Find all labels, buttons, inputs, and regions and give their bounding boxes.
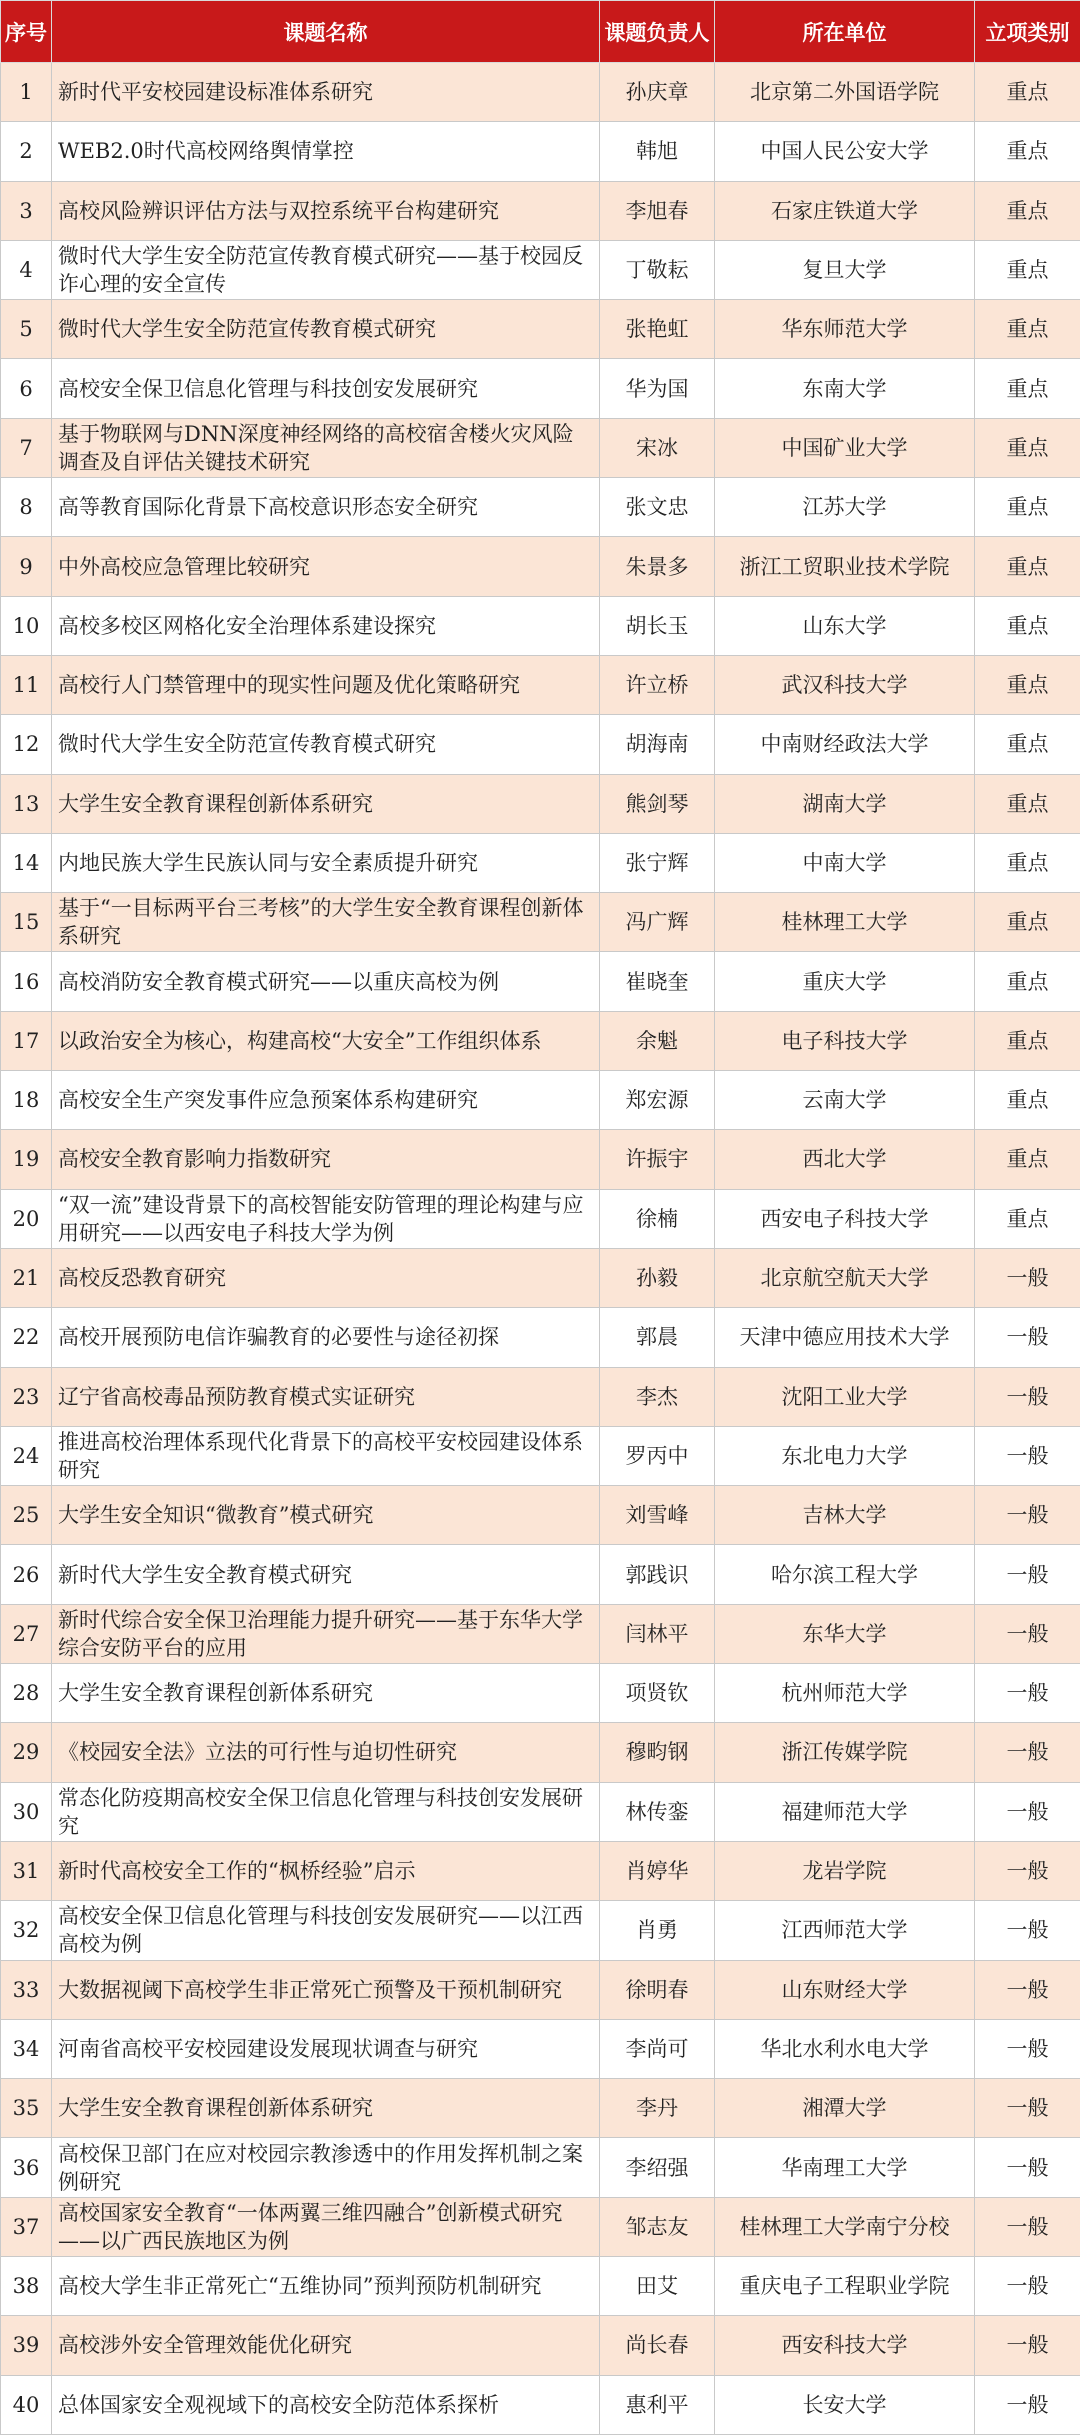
table-row [1,2197,1080,2256]
project-leader: 李杰 [600,1367,715,1426]
table-row [1,1664,1080,1723]
project-leader: 徐楠 [600,1189,715,1248]
project-leader: 张文忠 [600,478,715,537]
project-category: 一般 [975,2375,1080,2434]
table-row [1,2256,1080,2315]
row-number: 24 [1,1426,52,1485]
project-title: 高校反恐教育研究 [52,1248,600,1307]
project-title: “双一流”建设背景下的高校智能安防管理的理论构建与应用研究——以西安电子科技大学为例 [52,1189,600,1248]
project-unit: 吉林大学 [715,1486,975,1545]
table-row [1,1901,1080,1960]
table-row [1,952,1080,1011]
project-leader: 穆畇钢 [600,1723,715,1782]
project-unit: 杭州师范大学 [715,1664,975,1723]
project-title: 大学生安全教育课程创新体系研究 [52,1664,600,1723]
project-category: 一般 [975,1841,1080,1900]
project-category: 重点 [975,1189,1080,1248]
project-title: 辽宁省高校毒品预防教育模式实证研究 [52,1367,600,1426]
row-number: 40 [1,2375,52,2434]
project-category: 重点 [975,1071,1080,1130]
project-unit: 华东师范大学 [715,300,975,359]
project-title: 基于物联网与DNN深度神经网络的高校宿舍楼火灾风险调查及自评估关键技术研究 [52,418,600,477]
project-leader: 项贤钦 [600,1664,715,1723]
row-number: 21 [1,1248,52,1307]
project-unit: 天津中德应用技术大学 [715,1308,975,1367]
project-unit: 中南财经政法大学 [715,715,975,774]
project-title: 以政治安全为核心，构建高校“大安全”工作组织体系 [52,1011,600,1070]
project-category: 重点 [975,596,1080,655]
row-number: 14 [1,833,52,892]
project-title: 内地民族大学生民族认同与安全素质提升研究 [52,833,600,892]
project-category: 重点 [975,715,1080,774]
project-leader: 郭践识 [600,1545,715,1604]
project-category: 一般 [975,2316,1080,2375]
table-row [1,181,1080,240]
row-number: 30 [1,1782,52,1841]
project-category: 重点 [975,655,1080,714]
table-row [1,1367,1080,1426]
project-unit: 西安电子科技大学 [715,1189,975,1248]
project-title: 高校行人门禁管理中的现实性问题及优化策略研究 [52,655,600,714]
row-number: 38 [1,2256,52,2315]
project-category: 一般 [975,1248,1080,1307]
project-unit: 长安大学 [715,2375,975,2434]
row-number: 8 [1,478,52,537]
project-title: 新时代高校安全工作的“枫桥经验”启示 [52,1841,600,1900]
project-leader: 张艳虹 [600,300,715,359]
project-category: 重点 [975,833,1080,892]
project-title: 高校开展预防电信诈骗教育的必要性与途径初探 [52,1308,600,1367]
project-unit: 北京第二外国语学院 [715,63,975,122]
table-row [1,537,1080,596]
project-category: 重点 [975,1130,1080,1189]
project-leader: 闫林平 [600,1604,715,1663]
header-leader: 课题负责人 [600,1,715,63]
project-leader: 丁敬耘 [600,240,715,299]
project-category: 重点 [975,63,1080,122]
table-row [1,774,1080,833]
row-number: 22 [1,1308,52,1367]
project-leader: 罗丙中 [600,1426,715,1485]
project-leader: 刘雪峰 [600,1486,715,1545]
project-unit: 中国人民公安大学 [715,122,975,181]
project-category: 重点 [975,418,1080,477]
project-leader: 张宁辉 [600,833,715,892]
project-leader: 林传銮 [600,1782,715,1841]
project-leader: 郭晨 [600,1308,715,1367]
project-category: 一般 [975,2019,1080,2078]
project-category: 重点 [975,300,1080,359]
table-row [1,893,1080,952]
row-number: 3 [1,181,52,240]
row-number: 27 [1,1604,52,1663]
project-leader: 尚长春 [600,2316,715,2375]
row-number: 31 [1,1841,52,1900]
project-leader: 华为国 [600,359,715,418]
project-title: 总体国家安全观视域下的高校安全防范体系探析 [52,2375,600,2434]
project-category: 一般 [975,1960,1080,2019]
project-title: 高校多校区网格化安全治理体系建设探究 [52,596,600,655]
project-leader: 余魁 [600,1011,715,1070]
project-leader: 肖婷华 [600,1841,715,1900]
row-number: 19 [1,1130,52,1189]
row-number: 4 [1,240,52,299]
header-unit: 所在单位 [715,1,975,63]
row-number: 7 [1,418,52,477]
project-title: 大数据视阈下高校学生非正常死亡预警及干预机制研究 [52,1960,600,2019]
table-row [1,1841,1080,1900]
project-unit: 龙岩学院 [715,1841,975,1900]
table-row [1,1545,1080,1604]
project-title: WEB2.0时代高校网络舆情掌控 [52,122,600,181]
row-number: 12 [1,715,52,774]
project-unit: 东北电力大学 [715,1426,975,1485]
project-unit: 中南大学 [715,833,975,892]
project-unit: 云南大学 [715,1071,975,1130]
project-leader: 韩旭 [600,122,715,181]
project-unit: 西北大学 [715,1130,975,1189]
project-category: 一般 [975,1545,1080,1604]
project-unit: 福建师范大学 [715,1782,975,1841]
header-no: 序号 [1,1,52,63]
table-row [1,1071,1080,1130]
project-category: 一般 [975,2079,1080,2138]
project-title: 新时代大学生安全教育模式研究 [52,1545,600,1604]
project-title: 河南省高校平安校园建设发展现状调查与研究 [52,2019,600,2078]
project-category: 重点 [975,240,1080,299]
row-number: 10 [1,596,52,655]
project-leader: 李绍强 [600,2138,715,2197]
project-title: 微时代大学生安全防范宣传教育模式研究 [52,715,600,774]
project-leader: 冯广辉 [600,893,715,952]
table-row [1,1426,1080,1485]
project-unit: 重庆电子工程职业学院 [715,2256,975,2315]
project-unit: 华北水利水电大学 [715,2019,975,2078]
project-unit: 湖南大学 [715,774,975,833]
project-category: 一般 [975,1901,1080,1960]
row-number: 11 [1,655,52,714]
header-row [1,1,1080,63]
project-category: 重点 [975,478,1080,537]
project-unit: 中国矿业大学 [715,418,975,477]
project-unit: 东华大学 [715,1604,975,1663]
table-row [1,240,1080,299]
project-unit: 桂林理工大学 [715,893,975,952]
project-category: 重点 [975,122,1080,181]
project-category: 一般 [975,1367,1080,1426]
project-unit: 山东财经大学 [715,1960,975,2019]
project-leader: 徐明春 [600,1960,715,2019]
row-number: 2 [1,122,52,181]
row-number: 6 [1,359,52,418]
table-row [1,2316,1080,2375]
table-row [1,478,1080,537]
project-category: 一般 [975,1664,1080,1723]
project-leader: 孙庆章 [600,63,715,122]
project-title: 高校涉外安全管理效能优化研究 [52,2316,600,2375]
project-title: 新时代综合安全保卫治理能力提升研究——基于东华大学综合安防平台的应用 [52,1604,600,1663]
row-number: 32 [1,1901,52,1960]
project-leader: 郑宏源 [600,1071,715,1130]
project-leader: 宋冰 [600,418,715,477]
project-leader: 胡长玉 [600,596,715,655]
table-body [1,63,1080,2435]
project-category: 重点 [975,537,1080,596]
project-leader: 李旭春 [600,181,715,240]
row-number: 25 [1,1486,52,1545]
project-unit: 复旦大学 [715,240,975,299]
project-title: 微时代大学生安全防范宣传教育模式研究 [52,300,600,359]
project-category: 一般 [975,2138,1080,2197]
project-title: 大学生安全教育课程创新体系研究 [52,774,600,833]
row-number: 36 [1,2138,52,2197]
project-leader: 惠利平 [600,2375,715,2434]
project-title: 常态化防疫期高校安全保卫信息化管理与科技创安发展研究 [52,1782,600,1841]
project-title: 高校消防安全教育模式研究——以重庆高校为例 [52,952,600,1011]
table-row [1,122,1080,181]
project-leader: 许立桥 [600,655,715,714]
table-header [1,1,1080,63]
table-row [1,1960,1080,2019]
project-leader: 朱景多 [600,537,715,596]
project-title: 高校安全生产突发事件应急预案体系构建研究 [52,1071,600,1130]
project-unit: 江西师范大学 [715,1901,975,1960]
project-title: 《校园安全法》立法的可行性与迫切性研究 [52,1723,600,1782]
table-row [1,1011,1080,1070]
project-category: 一般 [975,1486,1080,1545]
project-title: 推进高校治理体系现代化背景下的高校平安校园建设体系研究 [52,1426,600,1485]
project-unit: 湘潭大学 [715,2079,975,2138]
row-number: 9 [1,537,52,596]
project-unit: 电子科技大学 [715,1011,975,1070]
project-unit: 石家庄铁道大学 [715,181,975,240]
project-category: 一般 [975,1426,1080,1485]
project-unit: 浙江传媒学院 [715,1723,975,1782]
row-number: 15 [1,893,52,952]
project-category: 一般 [975,2256,1080,2315]
project-title: 高校风险辨识评估方法与双控系统平台构建研究 [52,181,600,240]
project-title: 高校安全教育影响力指数研究 [52,1130,600,1189]
table-row [1,359,1080,418]
row-number: 26 [1,1545,52,1604]
table-row [1,2375,1080,2434]
row-number: 33 [1,1960,52,2019]
table-row [1,1248,1080,1307]
project-title: 微时代大学生安全防范宣传教育模式研究——基于校园反诈心理的安全宣传 [52,240,600,299]
table-row [1,1189,1080,1248]
row-number: 16 [1,952,52,1011]
project-leader: 田艾 [600,2256,715,2315]
project-category: 重点 [975,359,1080,418]
project-category: 重点 [975,774,1080,833]
project-unit: 西安科技大学 [715,2316,975,2375]
project-unit: 北京航空航天大学 [715,1248,975,1307]
project-category: 一般 [975,1723,1080,1782]
project-title: 高校安全保卫信息化管理与科技创安发展研究 [52,359,600,418]
header-category: 立项类别 [975,1,1080,63]
table-row [1,655,1080,714]
project-title: 新时代平安校园建设标准体系研究 [52,63,600,122]
row-number: 13 [1,774,52,833]
project-title: 基于“一目标两平台三考核”的大学生安全教育课程创新体系研究 [52,893,600,952]
table-row [1,1130,1080,1189]
project-title: 大学生安全教育课程创新体系研究 [52,2079,600,2138]
row-number: 35 [1,2079,52,2138]
project-unit: 浙江工贸职业技术学院 [715,537,975,596]
project-leader: 孙毅 [600,1248,715,1307]
project-leader: 李丹 [600,2079,715,2138]
table-row [1,418,1080,477]
project-unit: 沈阳工业大学 [715,1367,975,1426]
project-leader: 胡海南 [600,715,715,774]
project-leader: 肖勇 [600,1901,715,1960]
project-unit: 桂林理工大学南宁分校 [715,2197,975,2256]
project-leader: 李尚可 [600,2019,715,2078]
row-number: 1 [1,63,52,122]
header-title: 课题名称 [52,1,600,63]
project-leader: 熊剑琴 [600,774,715,833]
row-number: 29 [1,1723,52,1782]
table-row [1,2138,1080,2197]
project-unit: 重庆大学 [715,952,975,1011]
project-title: 高校大学生非正常死亡“五维协同”预判预防机制研究 [52,2256,600,2315]
project-title: 高校国家安全教育“一体两翼三维四融合”创新模式研究——以广西民族地区为例 [52,2197,600,2256]
table-row [1,2019,1080,2078]
row-number: 28 [1,1664,52,1723]
table-row [1,833,1080,892]
project-title: 中外高校应急管理比较研究 [52,537,600,596]
table-row [1,1604,1080,1663]
project-title: 高校保卫部门在应对校园宗教渗透中的作用发挥机制之案例研究 [52,2138,600,2197]
row-number: 34 [1,2019,52,2078]
project-unit: 山东大学 [715,596,975,655]
row-number: 5 [1,300,52,359]
row-number: 23 [1,1367,52,1426]
row-number: 39 [1,2316,52,2375]
project-unit: 哈尔滨工程大学 [715,1545,975,1604]
table-row [1,63,1080,122]
table-row [1,1723,1080,1782]
project-title: 高校安全保卫信息化管理与科技创安发展研究——以江西高校为例 [52,1901,600,1960]
project-leader: 许振宇 [600,1130,715,1189]
project-unit: 东南大学 [715,359,975,418]
project-category: 一般 [975,1782,1080,1841]
project-category: 重点 [975,893,1080,952]
project-unit: 江苏大学 [715,478,975,537]
project-title: 大学生安全知识“微教育”模式研究 [52,1486,600,1545]
table-row [1,596,1080,655]
row-number: 20 [1,1189,52,1248]
table-row [1,2079,1080,2138]
project-unit: 华南理工大学 [715,2138,975,2197]
table-row [1,1782,1080,1841]
project-category: 一般 [975,1308,1080,1367]
table-row [1,300,1080,359]
table-row [1,715,1080,774]
project-leader: 崔晓奎 [600,952,715,1011]
project-unit: 武汉科技大学 [715,655,975,714]
project-category: 重点 [975,952,1080,1011]
project-category: 一般 [975,1604,1080,1663]
project-category: 一般 [975,2197,1080,2256]
project-title: 高等教育国际化背景下高校意识形态安全研究 [52,478,600,537]
project-category: 重点 [975,181,1080,240]
table-row [1,1308,1080,1367]
row-number: 17 [1,1011,52,1070]
table-row [1,1486,1080,1545]
row-number: 18 [1,1071,52,1130]
project-category: 重点 [975,1011,1080,1070]
row-number: 37 [1,2197,52,2256]
project-leader: 邹志友 [600,2197,715,2256]
